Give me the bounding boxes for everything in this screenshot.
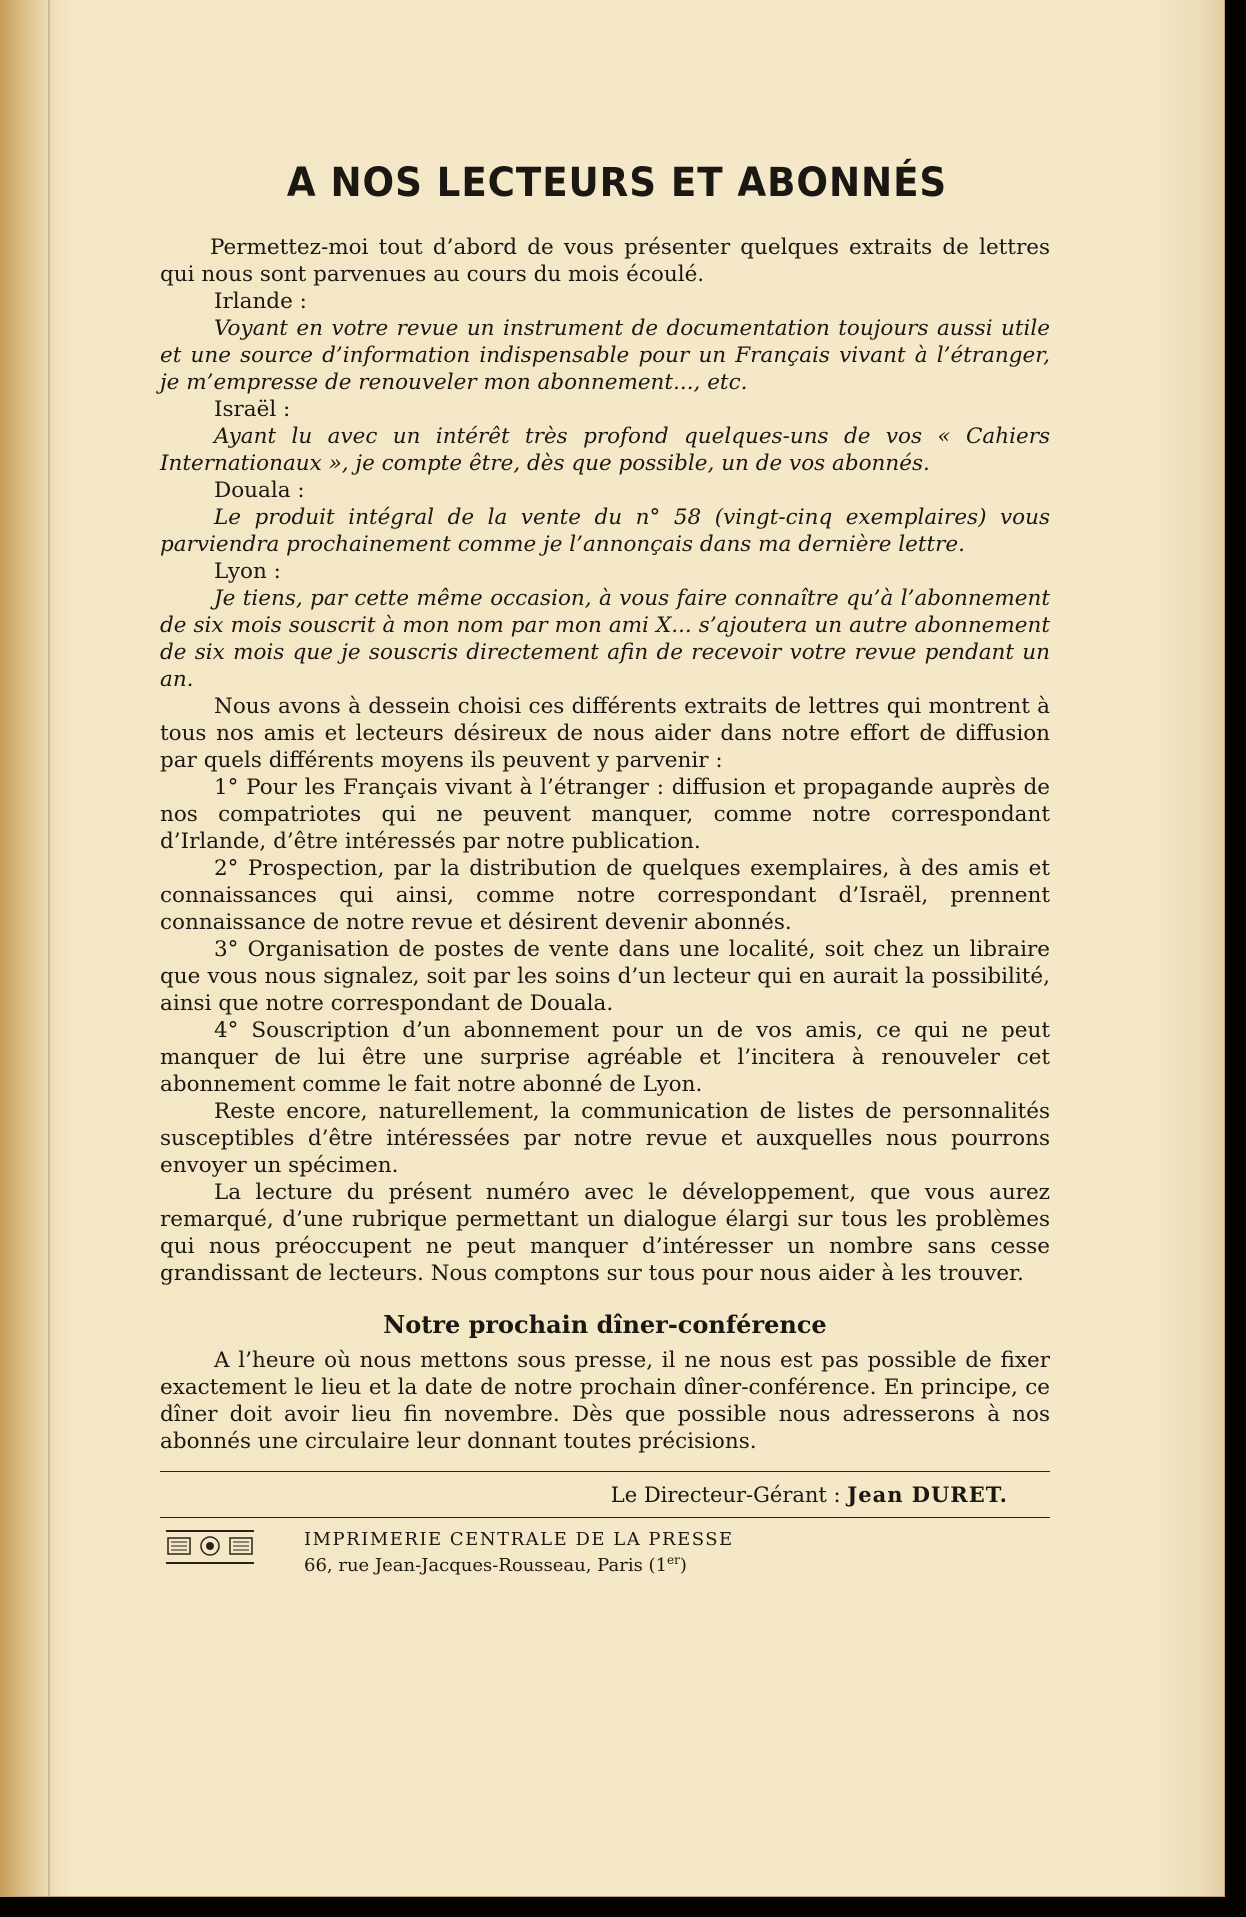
body-paragraph: 1° Pour les Français vivant à l’étranger : diffusion et propagande auprès de nos compatriotes qui ne peuvent manquer, comme notre correspondant d’Irlande, d’être intéressés par notre publication. [160, 775, 1050, 854]
body-paragraph: 4° Souscription d’un abonnement pour un de vos amis, ce qui ne peut manquer de lui être une surprise agréable et l’incitera à renouveler cet abonnement comme le fait notre abonné de Lyon. [160, 1018, 1050, 1097]
divider [160, 1471, 1050, 1472]
body-paragraph: Nous avons à dessein choisi ces différents extraits de lettres qui montrent à tous nos amis et lecteurs désireux de nous aider dans notre effort de diffusion par quels différents moyens ils peuvent y parvenir : [160, 694, 1050, 773]
printer-name: IMPRIMERIE CENTRALE DE LA PRESSE [304, 1529, 734, 1550]
printer-logo-icon [166, 1530, 254, 1564]
letter-place: Douala : [214, 478, 305, 503]
letter-place: Lyon : [214, 559, 281, 584]
printer-address [304, 1550, 734, 1576]
imprint [160, 1530, 1050, 1576]
signature [160, 1482, 1008, 1507]
page-title: A NOS LECTEURS ET ABONNÉS [286, 160, 948, 206]
imprint-text [304, 1530, 734, 1576]
letter-extract-lyon [160, 558, 1050, 693]
letter-extract-douala [160, 477, 1050, 558]
printer-address-close: ) [679, 1555, 687, 1576]
body-paragraph: 2° Prospection, par la distribution de quelques exemplaires, à des amis et connaissances qui ainsi, comme notre correspondant d’Israël, prennent connaissance de notre revue et désirent devenir abonnés. [160, 856, 1050, 935]
letter-extract-israel [160, 396, 1050, 477]
printer-address-text: 66, rue Jean-Jacques-Rousseau, Paris (1 [304, 1555, 668, 1576]
letter-quote: Ayant lu avec un intérêt très profond quelques-uns de vos « Cahiers Internationaux », je compte être, dès que possible, un de vos abonnés. [160, 424, 1050, 476]
binding-gutter [48, 0, 50, 1896]
letter-extract-irlande [160, 288, 1050, 396]
body-paragraph: 3° Organisation de postes de vente dans une localité, soit chez un libraire que vous nous signalez, soit par les soins d’un lecteur qui en aurait la possibilité, ainsi que notre correspondant de Douala. [160, 937, 1050, 1016]
signature-name: Jean DURET. [847, 1482, 1008, 1507]
section-paragraph: A l’heure où nous mettons sous presse, il ne nous est pas possible de fixer exactement le lieu et la date de notre prochain dîner-conférence. En principe, ce dîner doit avoir lieu fin novembre. Dès que possible nous adresserons à nos abonnés une circulaire leur donnant toutes précisions. [160, 1348, 1050, 1454]
body-paragraph: Reste encore, naturellement, la communication de listes de personnalités susceptibles d’être intéressées par notre revue et auxquelles nous pourrons envoyer un spécimen. [160, 1099, 1050, 1178]
letter-place: Irlande : [214, 289, 307, 314]
signature-role: Le Directeur-Gérant : [610, 1483, 841, 1507]
arrondissement-superscript: er [667, 1553, 680, 1567]
letter-place: Israël : [214, 397, 291, 422]
letter-quote: Voyant en votre revue un instrument de documentation toujours aussi utile et une source d’information indispensable pour un Français vivant à l’étranger, je m’empresse de renouveler mon abonnement..., etc. [160, 316, 1050, 395]
divider [160, 1517, 1050, 1518]
body-paragraph: La lecture du présent numéro avec le développement, que vous aurez remarqué, d’une rubrique permettant un dialogue élargi sur tous les problèmes qui nous préoccupent ne peut manquer d’intéresser un nombre sans cesse grandissant de lecteurs. Nous comptons sur tous pour nous aider à les trouver. [160, 1180, 1050, 1286]
section-heading: Notre prochain dîner-conférence [383, 1310, 827, 1339]
intro-paragraph: Permettez-moi tout d’abord de vous présenter quelques extraits de lettres qui nous sont parvenues au cours du mois écoulé. [160, 235, 1050, 287]
letter-quote: Je tiens, par cette même occasion, à vous faire connaître qu’à l’abonnement de six mois souscrit à mon nom par mon ami X... s’ajoutera un autre abonnement de six mois que je souscris directement afin de recevoir votre revue pendant un an. [160, 586, 1050, 692]
article-column [160, 150, 1050, 1576]
letter-quote: Le produit intégral de la vente du n° 58 (vingt-cinq exemplaires) vous parviendra prochainement comme je l’annonçais dans ma dernière lettre. [160, 505, 1050, 557]
